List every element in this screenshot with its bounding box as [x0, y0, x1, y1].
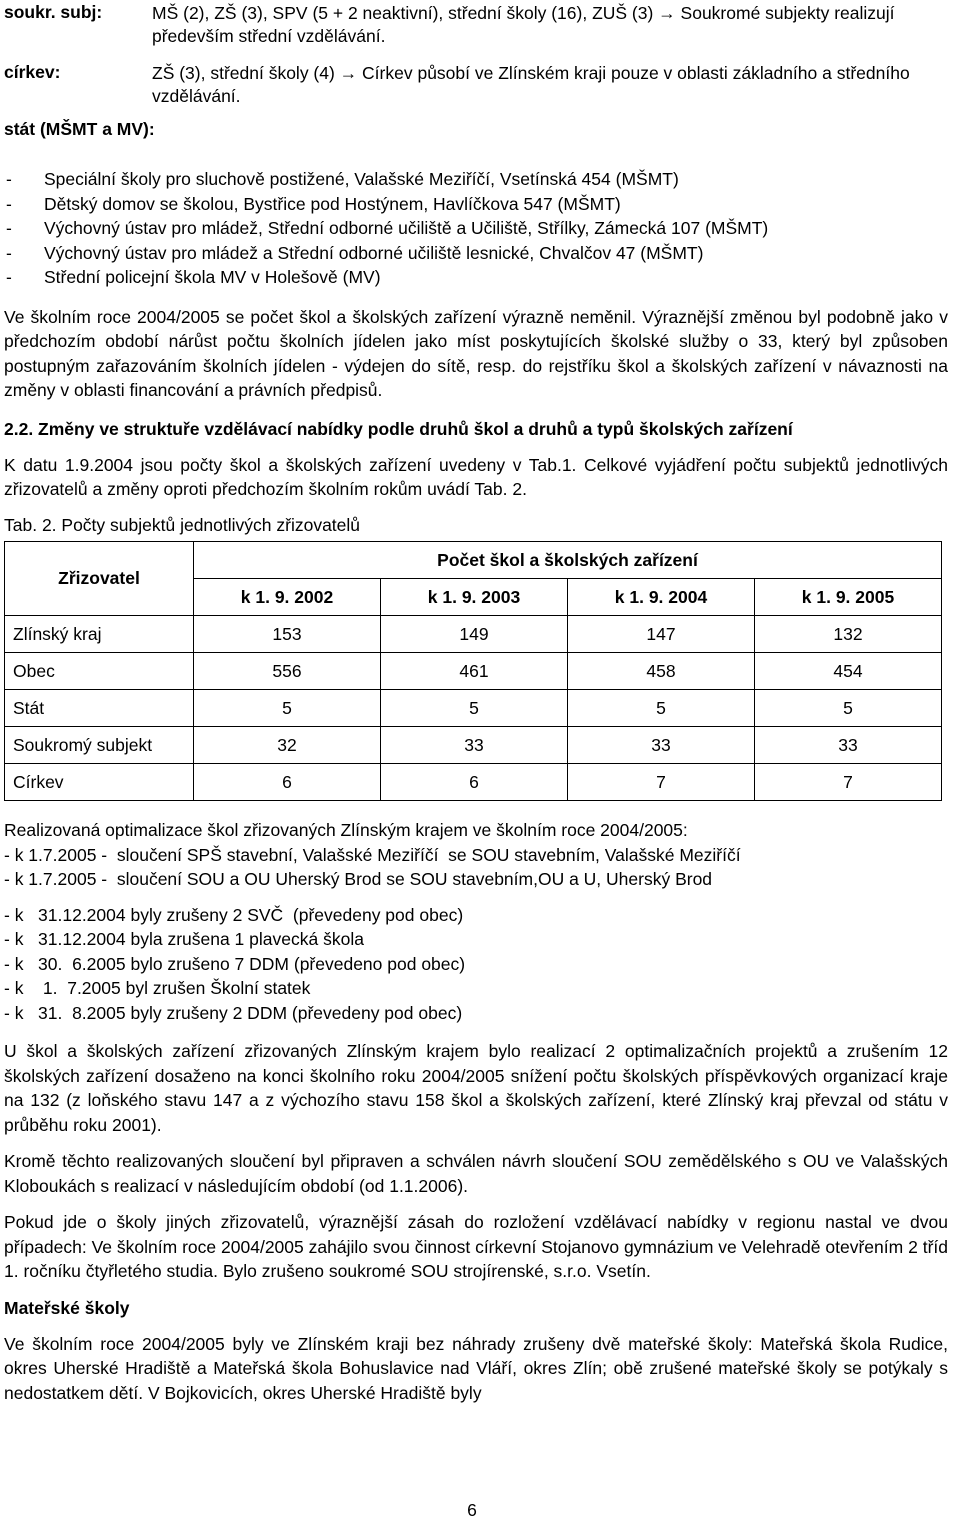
- table-header-group: Počet škol a školských zařízení: [194, 542, 942, 579]
- closure-line: - k 31.12.2004 byly zrušeny 2 SVČ (převedeny pod obec): [4, 904, 464, 925]
- merger-line: - k 1.7.2005 - sloučení SOU a OU Uherský Brod se SOU stavebním,OU a U, Uherský Brod: [4, 869, 713, 889]
- table-cell: 32: [194, 727, 381, 764]
- subheading-ms: Mateřské školy: [4, 1297, 130, 1318]
- table-cell: 7: [755, 764, 942, 801]
- closure-list: [4, 903, 948, 1026]
- list-item: - Výchovný ústav pro mládež a Střední odborné učiliště lesnické, Chvalčov 47 (MŠMT): [4, 241, 948, 266]
- table-header-cell: k 1. 9. 2004: [568, 579, 755, 616]
- table-header-cell: k 1. 9. 2003: [381, 579, 568, 616]
- closure-line: - k 31.12.2004 byla zrušena 1 plavecká škola: [4, 929, 364, 949]
- table-cell: 132: [755, 616, 942, 653]
- table-cell: 5: [194, 690, 381, 727]
- table-cell: 5: [568, 690, 755, 727]
- paragraph: Ve školním roce 2004/2005 se počet škol a školských zařízení výrazně neměnil. Výraznější změnou byl podobně jako v předchozím období nárůst počtu školních jídelen jako míst poskytujících školské služby o 33, který byl způsoben postupným zařazováním školních jídelen - výdejen do sítě, resp. do rejstříku škol a školských zařízení v návaznosti na změny v oblasti financování a právních předpisů.: [4, 306, 948, 400]
- table-cell: 153: [194, 616, 381, 653]
- founder-cirkev: [4, 62, 948, 108]
- list-item: - Speciální školy pro sluchově postižené, Valašské Meziříčí, Vsetínská 454 (MŠMT): [4, 167, 948, 192]
- table-cell: Obec: [5, 653, 194, 690]
- optimization-intro: Realizovaná optimalizace škol zřizovaných Zlínským krajem ve školním roce 2004/2005:: [4, 820, 688, 840]
- founder-stat: [4, 119, 948, 143]
- paragraph: U škol a školských zařízení zřizovaných Zlínským krajem bylo realizací 2 optimalizačních projektů a zrušením 12 školských zařízení dosaženo na konci školního roku 2004/2005 snížení počtu školských příspěvkových organizací kraje na 132 (z loňského stavu 147 a z výchozího stavu 158 škol a školských zařízení, které Zlínský kraj převzal od státu v průběhu roku 2001).: [4, 1041, 948, 1135]
- founder-term: církev:: [4, 62, 61, 82]
- table-cell: 33: [568, 727, 755, 764]
- founders-table: [4, 541, 942, 801]
- founder-desc: ZŠ (3), střední školy (4) → Církev působí ve Zlínském kraji pouze v oblasti základního a středního vzdělávání.: [152, 63, 910, 106]
- table-header-cell: k 1. 9. 2005: [755, 579, 942, 616]
- table-cell: Zlínský kraj: [5, 616, 194, 653]
- closure-line: - k 30. 6.2005 bylo zrušeno 7 DDM (převedeno pod obec): [4, 953, 466, 974]
- table-cell: 33: [755, 727, 942, 764]
- table-caption: Tab. 2. Počty subjektů jednotlivých zřizovatelů: [4, 514, 361, 535]
- table-cell: Soukromý subjekt: [5, 727, 194, 764]
- state-school-list: [4, 167, 948, 290]
- closure-line: - k 31. 8.2005 byly zrušeny 2 DDM (převedeny pod obec): [4, 1002, 463, 1023]
- table-cell: 556: [194, 653, 381, 690]
- table-cell: 458: [568, 653, 755, 690]
- document-page: [4, 0, 948, 1405]
- founder-term: stát (MŠMT a MV):: [4, 119, 155, 139]
- list-item: - Výchovný ústav pro mládež, Střední odborné učiliště a Učiliště, Střílky, Zámecká 107 (MŠMT): [4, 216, 948, 241]
- merger-line: - k 1.7.2005 - sloučení SPŠ stavební, Valašské Meziříčí se SOU stavebním, Valašské Meziříčí: [4, 844, 741, 865]
- table-header-cell: k 1. 9. 2002: [194, 579, 381, 616]
- table-row: [5, 727, 942, 764]
- page-number: 6: [467, 1500, 477, 1520]
- table-cell: 5: [381, 690, 568, 727]
- table-row: [5, 616, 942, 653]
- founder-term: soukr. subj:: [4, 2, 103, 22]
- section-heading: 2.2. Změny ve struktuře vzdělávací nabídky podle druhů škol a druhů a typů školských zařízení: [4, 418, 793, 439]
- table-header-founder: Zřizovatel: [5, 542, 194, 616]
- paragraph: K datu 1.9.2004 jsou počty škol a školských zařízení uvedeny v Tab.1. Celkové vyjádření počtu subjektů jednotlivých zřizovatelů a změny oproti předchozím školním rokům uvádí Tab. 2.: [4, 454, 948, 499]
- closure-line: - k 1. 7.2005 byl zrušen Školní statek: [4, 978, 311, 998]
- list-item: - Střední policejní škola MV v Holešově (MV): [4, 265, 948, 290]
- table-cell: 7: [568, 764, 755, 801]
- table-cell: 5: [755, 690, 942, 727]
- founder-soukr: [4, 2, 948, 48]
- table-cell: 6: [194, 764, 381, 801]
- table-row: [5, 653, 942, 690]
- table-cell: 33: [381, 727, 568, 764]
- table-row: [5, 690, 942, 727]
- table-cell: Stát: [5, 690, 194, 727]
- table-row: [5, 764, 942, 801]
- founder-desc: MŠ (2), ZŠ (3), SPV (5 + 2 neaktivní), střední školy (16), ZUŠ (3) → Soukromé subjekty realizují především střední vzdělávání.: [152, 3, 895, 46]
- table-cell: 147: [568, 616, 755, 653]
- table-cell: 6: [381, 764, 568, 801]
- list-item: - Dětský domov se školou, Bystřice pod Hostýnem, Havlíčkova 547 (MŠMT): [4, 192, 948, 217]
- table-cell: 149: [381, 616, 568, 653]
- paragraph: Ve školním roce 2004/2005 byly ve Zlínském kraji bez náhrady zrušeny dvě mateřské školy: Mateřská škola Rudice, okres Uherské Hradiště a Mateřská škola Bohuslavice nad Vláří, okres Zlín; obě zrušené mateřské školy se potýkaly s nedostatkem dětí. V Bojkovicích, okres Uherské Hradiště byly: [4, 1333, 948, 1403]
- paragraph: Kromě těchto realizovaných sloučení byl připraven a schválen návrh sloučení SOU zemědělského s OU ve Valašských Kloboukách s realizací v následujícím období (od 1.1.2006).: [4, 1151, 948, 1196]
- paragraph: Pokud jde o školy jiných zřizovatelů, výraznější zásah do rozložení vzdělávací nabídky v regionu nastal ve dvou případech: Ve školním roce 2004/2005 zahájilo svou činnost církevní Stojanovo gymnázium ve Velehradě otevřením 2 tříd 1. ročníku čtyřletého studia. Bylo zrušeno soukromé SOU strojírenské, s.r.o. Vsetín.: [4, 1212, 948, 1281]
- table-cell: Církev: [5, 764, 194, 801]
- table-cell: 461: [381, 653, 568, 690]
- table-cell: 454: [755, 653, 942, 690]
